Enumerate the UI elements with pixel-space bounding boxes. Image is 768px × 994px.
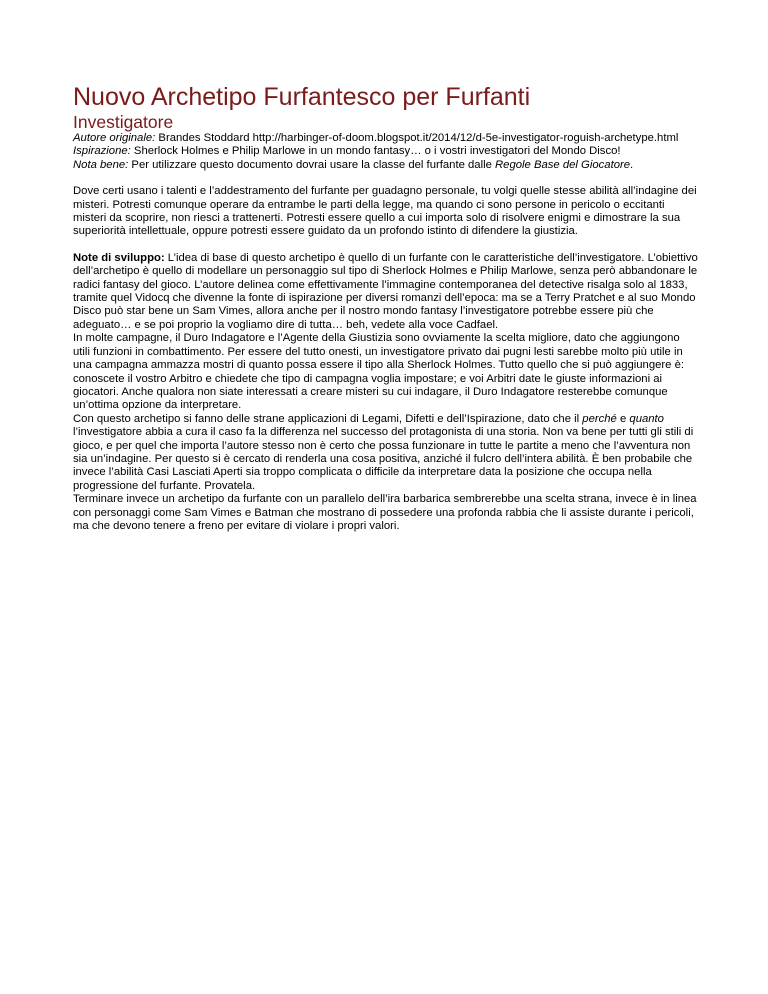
dev-notes-paragraph-3 <box>73 413 698 493</box>
dev-notes-p3-e: e <box>616 412 630 425</box>
author-label: Autore originale: <box>73 132 156 144</box>
dev-notes-p3-a: Con questo archetipo si fanno delle strane applicazioni di Legami, Difetti e dell’Ispirazione, dato che il <box>73 412 583 425</box>
note-label: Nota bene: <box>73 158 129 171</box>
intro-paragraph: Dove certi usano i talenti e l’addestramento del furfante per guadagno personale, tu volgi quelle stesse abilità all’indagine dei misteri. Potresti comunque operare da entrambe le parti della legge, ma quando ci sono persone in pericolo o eccitanti misteri da scoprire, non riesci a trattenerti. Potresti essere quello a cui importa solo di risolvere enigmi e dimostrare la sua superiorità intellettuale, oppure potresti essere guidato da un profondo istinto di difendere la giustizia. <box>73 185 697 238</box>
dev-notes-paragraph-1 <box>73 252 698 332</box>
dev-notes-p3-perche: perché <box>582 412 617 425</box>
dev-notes-p3-quanto: quanto <box>629 412 664 425</box>
dev-notes-p3-b: l’investigatore abbia a cura il caso fa la differenza nel successo del protagonista di una storia. Non va bene per tutti gli stili di gioco, e per quel che importa l’autore stesso non è certo che possa funzionare in tutte le partite a meno che l’avventura non sia un’indagine. Per questo si è cercato di renderla una cosa positiva, anziché il fulcro dell’intera abilità. È ben probabile che invece l’abilità Casi Lasciati Aperti sia troppo complicata o difficile da interpretare data la posizione che occupa nella progressione del furfante. Provatela. <box>73 426 694 492</box>
note-value: Per utilizzare questo documento dovrai usare la classe del furfante dalle <box>128 158 496 171</box>
document-subtitle: Investigatore <box>73 112 174 132</box>
inspiration-line <box>73 145 698 158</box>
document-page <box>73 83 698 533</box>
note-book-title: Regole Base del Giocatore <box>495 158 631 171</box>
author-value: Brandes Stoddard http://harbinger-of-doom.blogspot.it/2014/12/d-5e-investigator-roguish-archetype.html <box>155 132 679 144</box>
document-title: Nuovo Archetipo Furfantesco per Furfanti <box>73 83 531 111</box>
inspiration-value: Sherlock Holmes e Philip Marlowe in un mondo fantasy… o i vostri investigatori del Mondo Disco! <box>130 145 621 158</box>
dev-notes-paragraph-4: Terminare invece un archetipo da furfante con un parallelo dell’ira barbarica sembrerebbe una scelta strana, invece è in linea con personaggi come Sam Vimes e Batman che mostrano di possedere una profonda rabbia che li assiste durante i pericoli, ma che devono tenere a freno per evitare di violare i propri valori. <box>73 493 697 532</box>
dev-notes-paragraph-2: In molte campagne, il Duro Indagatore e l’Agente della Giustizia sono ovviamente la scelta migliore, dato che aggiungono utili funzioni in combattimento. Per essere del tutto onesti, un investigatore privato dai pugni lesti sarebbe molto più utile in una campagna ammazza mostri di quanto possa essere il tipo alla Sherlock Holmes. Tutto quello che si può aggiungere è: conoscete il vostro Arbitro e chiedete che tipo di campagna voglia impostare; e voi Arbitri date le giuste informazioni ai giocatori. Anche qualora non siate interessati a creare misteri su cui indagare, il Duro Indagatore resterebbe comunque un’ottima opzione da interpretare. <box>73 332 685 412</box>
dev-notes-p1-text: L’idea di base di questo archetipo è quello di un furfante con le caratteristiche dell’investigatore. L’obiettivo dell’archetipo è quello di modellare un personaggio sul tipo di Sherlock Holmes e Philip Marlowe, senza però abbandonare le radici fantasy del gioco. L’autore delinea come effettivamente l’immagine contemporanea del detective risalga solo al 1833, tramite quel Vidocq che divenne la fonte di ispirazione per diversi romanzi dell’epoca: ma se a Terry Pratchet e al suo Mondo Disco può star bene un Sam Vimes, allora anche per il nostro mondo fantasy l’investigatore potrebbe essere più che adeguato… e se poi proprio la vogliamo dire di tutta… beh, vedete alla voce Cadfael. <box>73 251 698 331</box>
dev-notes <box>73 252 698 534</box>
note-line <box>73 159 698 172</box>
document-meta <box>73 132 698 172</box>
inspiration-label: Ispirazione: <box>73 145 131 158</box>
note-end: . <box>630 158 634 171</box>
dev-notes-label: Note di sviluppo: <box>73 251 165 264</box>
author-line <box>73 132 698 145</box>
